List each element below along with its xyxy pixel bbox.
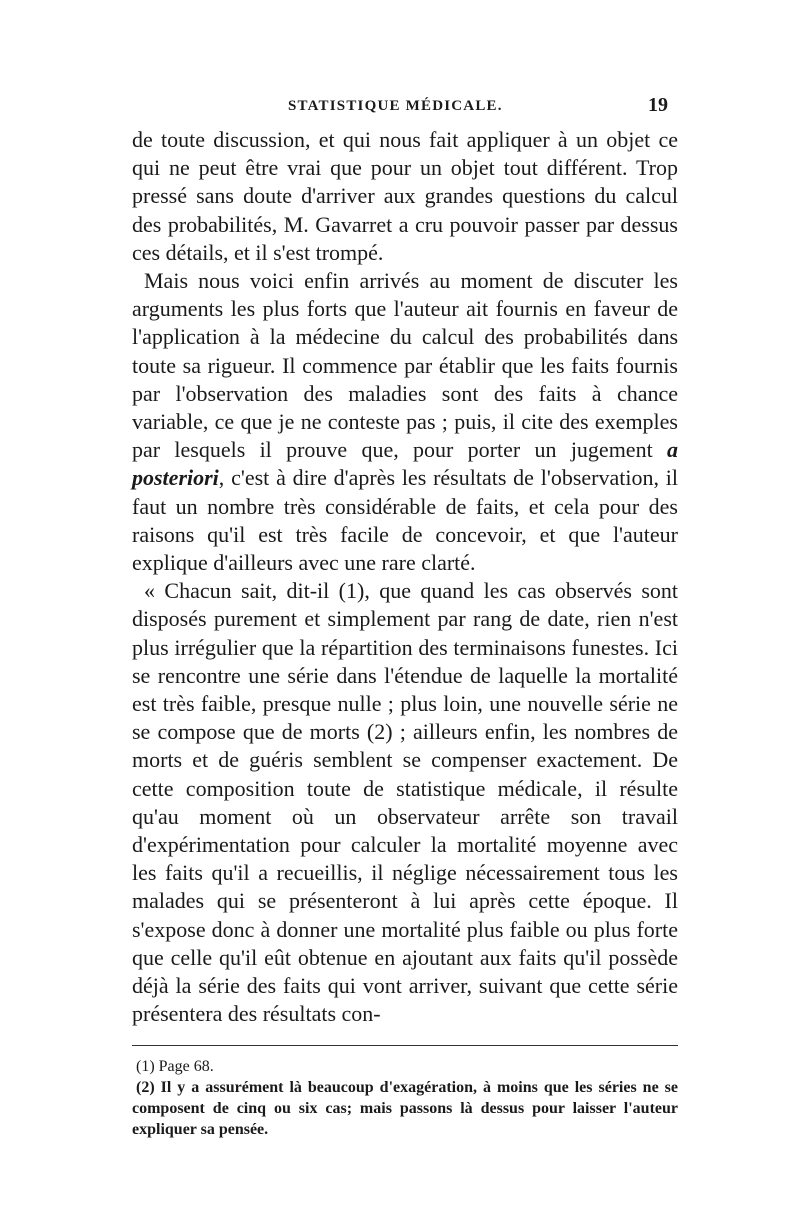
paragraph-2 bbox=[132, 267, 678, 577]
body-text bbox=[132, 126, 678, 1029]
paragraph-3: « Chacun sait, dit-il (1), que quand les cas observés sont disposés purement et simplement par rang de date, rien n'est plus irrégulier que la répartition des terminaisons funestes. Ici se rencontre une série dans l'étendue de laquelle la mortalité est très faible, presque nulle ; plus loin, une nouvelle série ne se compose que de morts (2) ; ailleurs enfin, les nombres de morts et de guéris semblent se compenser exactement. De cette composition toute de statistique médicale, il résulte qu'au moment où un observateur arrête son travail d'expérimentation pour calculer la mortalité moyenne avec les faits qu'il a recueillis, il néglige nécessairement tous les malades qui se présenteront à lui après cette époque. Il s'expose donc à donner une mortalité plus faible ou plus forte que celle qu'il eût obtenue en ajoutant aux faits qu'il possède déjà la série des faits qui vont arriver, suivant que cette série présentera des résultats con- bbox=[132, 578, 678, 1027]
paragraph-1: de toute discussion, et qui nous fait appliquer à un objet ce qui ne peut être vrai que pour un objet tout différent. Trop pressé sans doute d'arriver aux grandes questions du calcul des probabilités, M. Gavarret a cru pouvoir passer par dessus ces détails, et il s'est trompé. bbox=[132, 127, 678, 265]
footnotes bbox=[132, 1056, 678, 1140]
footnote-1: (1) Page 68. bbox=[136, 1057, 214, 1075]
running-head bbox=[132, 92, 678, 126]
footnote-2: (2) Il y a assurément là beaucoup d'exagération, à moins que les séries ne se composent de cinq ou six cas; mais passons là dessus pour laisser l'auteur expliquer sa pensée. bbox=[132, 1078, 678, 1138]
paragraph-2-part-2: , c'est à dire d'après les résultats de l'observation, il faut un nombre très considérable de faits, et cela pour des raisons qu'il est très facile de concevoir, et que l'auteur explique d'ailleurs avec une rare clarté. bbox=[132, 465, 678, 576]
running-title: STATISTIQUE MÉDICALE. bbox=[288, 98, 503, 114]
paragraph-2-italic: a posteriori bbox=[132, 437, 678, 491]
book-page bbox=[132, 92, 678, 1140]
paragraph-2-part-1: Mais nous voici enfin arrivés au moment de discuter les arguments les plus forts que l'auteur ait fournis en faveur de l'application à la médecine du calcul des probabilités dans toute sa rigueur. Il commence par établir que les faits fournis par l'observation des maladies sont des faits à chance variable, ce que je ne conteste pas ; puis, il cite des exemples par lesquels il prouve que, pour porter un jugement bbox=[132, 268, 678, 463]
page-number: 19 bbox=[648, 94, 668, 116]
footnote-divider bbox=[132, 1045, 678, 1046]
